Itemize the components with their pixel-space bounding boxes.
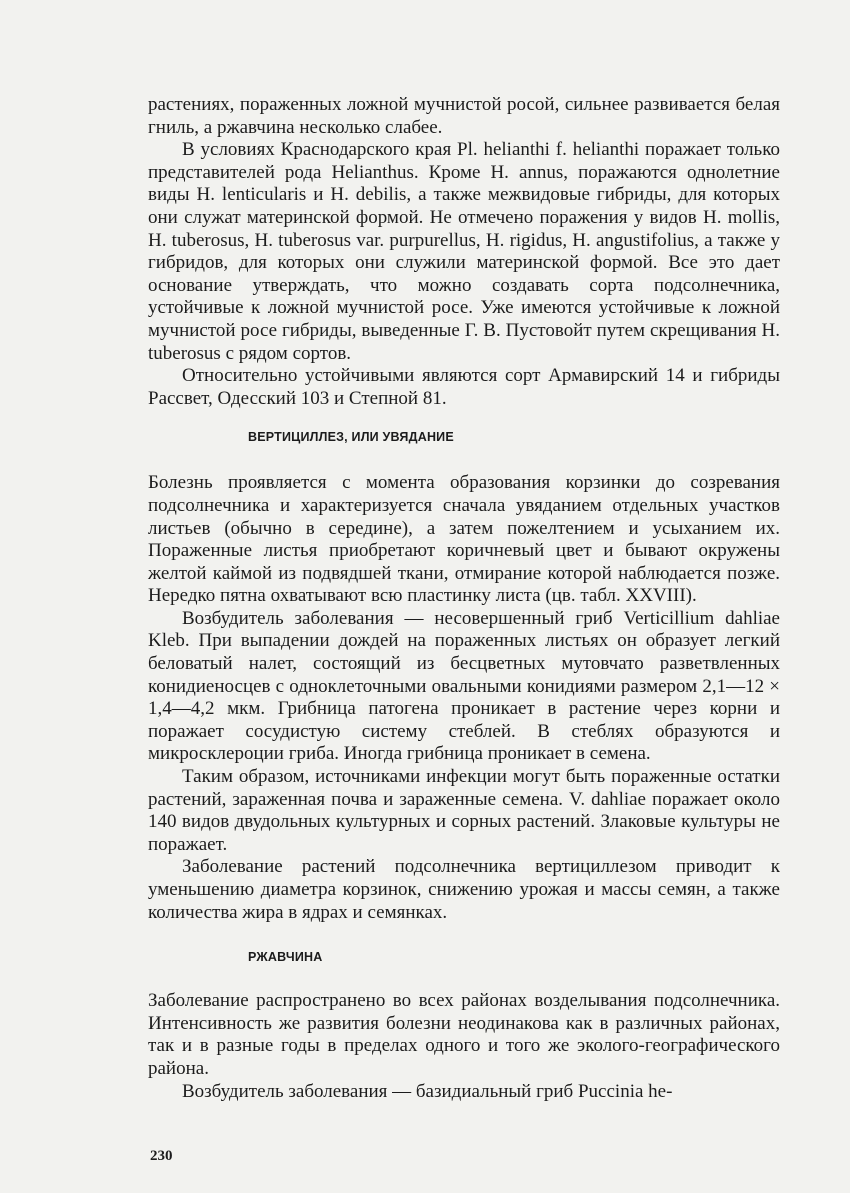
page-number: 230 bbox=[150, 1148, 173, 1164]
paragraph-verticillium-symptoms: Болезнь проявляется с момента образования корзинки до созревания подсолнечника и характеризуется сначала увяданием отдельных участков листьев (обычно в середине), а затем пожелтением и усыханием их. Пораженные листья приобретают коричневый цвет и бывают окружены желтой каймой из подвядшей ткани, отмирание которой наблюдается позже. Нередко пятна охватывают всю пластинку листа (цв. табл. XXVIII). bbox=[148, 472, 780, 607]
paragraph-rust-distribution: Заболевание распространено во всех районах возделывания подсолнечника. Интенсивность же развития болезни неодинакова как в различных районах, так и в разные годы в пределах одного и того же эколого-географического района. bbox=[148, 990, 780, 1079]
paragraph-resistant-varieties: Относительно устойчивыми являются сорт Армавирский 14 и гибриды Рассвет, Одесский 103 и Степной 81. bbox=[148, 365, 780, 409]
paragraph-verticillium-pathogen: Возбудитель заболевания — несовершенный гриб Verticillium dahliae Kleb. При выпадении дождей на пораженных листьях он образует легкий беловатый налет, состоящий из бесцветных мутовчато разветвленных конидиеносцев с одноклеточными овальными конидиями размером 2,1—12 × 1,4—4,2 мкм. Грибница патогена проникает в растение через корни и поражает сосудистую систему стеблей. В стеблях образуются и микросклероции гриба. Иногда грибница проникает в семена. bbox=[148, 607, 780, 765]
section-heading-verticillium: ВЕРТИЦИЛЛЕЗ, ИЛИ УВЯДАНИЕ bbox=[248, 430, 454, 445]
section-heading-rust: РЖАВЧИНА bbox=[248, 950, 323, 965]
paragraph-rust-pathogen: Возбудитель заболевания — базидиальный гриб Puccinia he- bbox=[182, 1080, 673, 1102]
page-body bbox=[148, 94, 780, 1103]
paragraph-continuation: растениях, пораженных ложной мучнистой росой, сильнее развивается белая гниль, а ржавчина несколько слабее. bbox=[148, 94, 780, 138]
paragraph-krasnodar-region: В условиях Краснодарского края Pl. helianthi f. helianthi поражает только представителей рода Helianthus. Кроме H. annus, поражаются однолетние виды H. lenticularis и H. debilis, а также межвидовые гибриды, для которых они служат материнской формой. Не отмечено поражения у видов H. mollis, H. tuberosus, H. tuberosus var. purpurellus, H. rigidus, H. angustifolius, а также у гибридов, для которых они служили материнской формой. Все это дает основание утверждать, что можно создавать сорта подсолнечника, устойчивые к ложной мучнистой росе. Уже имеются устойчивые к ложной мучнистой росе гибриды, выведенные Г. В. Пустовойт путем скрещивания H. tuberosus с рядом сортов. bbox=[148, 139, 780, 364]
paragraph-verticillium-infection-sources: Таким образом, источниками инфекции могут быть пораженные остатки растений, зараженная почва и зараженные семена. V. dahliae поражает около 140 видов двудольных культурных и сорных растений. Злаковые культуры не поражает. bbox=[148, 766, 780, 855]
paragraph-verticillium-effects: Заболевание растений подсолнечника вертициллезом приводит к уменьшению диаметра корзинок, снижению урожая и массы семян, а также количества жира в ядрах и семянках. bbox=[148, 856, 780, 923]
